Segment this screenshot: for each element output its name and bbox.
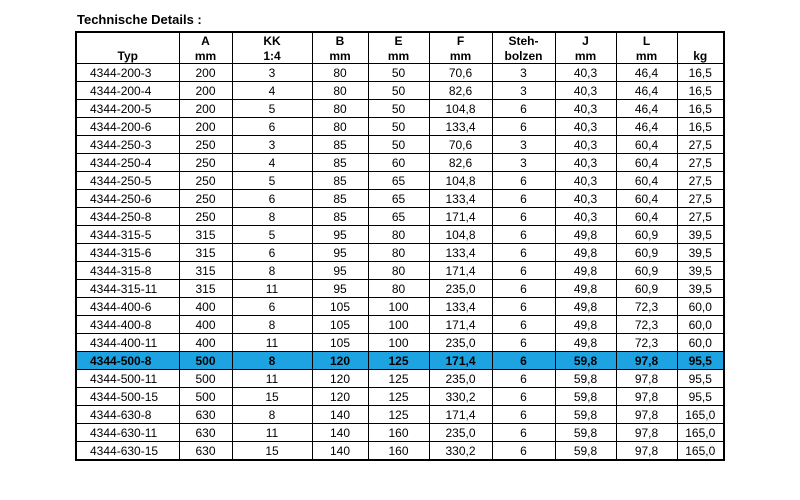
- cell-b: 120: [312, 388, 368, 406]
- table-row: [76, 298, 724, 316]
- cell-l: 97,8: [616, 370, 677, 388]
- cell-e: 80: [368, 244, 429, 262]
- cell-kg: 39,5: [677, 244, 724, 262]
- cell-typ: 4344-200-4: [76, 82, 179, 100]
- cell-a: 250: [179, 136, 232, 154]
- cell-l: 46,4: [616, 64, 677, 82]
- cell-l: 60,4: [616, 154, 677, 172]
- cell-l: 46,4: [616, 82, 677, 100]
- cell-b: 140: [312, 406, 368, 424]
- cell-l: 72,3: [616, 334, 677, 352]
- section-title: Technische Details :: [77, 12, 202, 27]
- cell-b: 105: [312, 298, 368, 316]
- table-header: [76, 32, 724, 64]
- cell-e: 80: [368, 262, 429, 280]
- header-f: F: [429, 32, 492, 48]
- header-l-unit: mm: [616, 48, 677, 64]
- table-row: [76, 406, 724, 424]
- cell-kk: 8: [232, 316, 312, 334]
- cell-kk: 6: [232, 298, 312, 316]
- cell-b: 95: [312, 244, 368, 262]
- cell-b: 85: [312, 136, 368, 154]
- table-row: [76, 370, 724, 388]
- cell-kg: 27,5: [677, 172, 724, 190]
- cell-e: 125: [368, 388, 429, 406]
- cell-f: 171,4: [429, 352, 492, 370]
- cell-typ: 4344-250-8: [76, 208, 179, 226]
- cell-typ: 4344-400-8: [76, 316, 179, 334]
- cell-typ: 4344-200-3: [76, 64, 179, 82]
- header-stehbolzen: bolzen: [492, 48, 555, 64]
- cell-e: 50: [368, 64, 429, 82]
- cell-kk: 8: [232, 208, 312, 226]
- cell-f: 82,6: [429, 154, 492, 172]
- cell-l: 60,9: [616, 262, 677, 280]
- cell-typ: 4344-315-6: [76, 244, 179, 262]
- cell-kk: 11: [232, 370, 312, 388]
- cell-typ: 4344-200-5: [76, 100, 179, 118]
- cell-e: 100: [368, 316, 429, 334]
- cell-l: 97,8: [616, 424, 677, 442]
- cell-j: 49,8: [555, 280, 616, 298]
- cell-e: 50: [368, 136, 429, 154]
- cell-kg: 16,5: [677, 118, 724, 136]
- table-row: [76, 226, 724, 244]
- cell-typ: 4344-200-6: [76, 118, 179, 136]
- cell-j: 40,3: [555, 136, 616, 154]
- cell-stehbolzen: 6: [492, 262, 555, 280]
- cell-e: 50: [368, 118, 429, 136]
- header-a-unit: mm: [179, 48, 232, 64]
- cell-e: 125: [368, 406, 429, 424]
- cell-a: 200: [179, 82, 232, 100]
- cell-j: 40,3: [555, 190, 616, 208]
- cell-kg: 60,0: [677, 316, 724, 334]
- header-e: E: [368, 32, 429, 48]
- cell-stehbolzen: 3: [492, 82, 555, 100]
- cell-f: 235,0: [429, 424, 492, 442]
- cell-kg: 16,5: [677, 82, 724, 100]
- cell-j: 40,3: [555, 208, 616, 226]
- cell-a: 500: [179, 352, 232, 370]
- cell-a: 630: [179, 406, 232, 424]
- cell-l: 97,8: [616, 442, 677, 461]
- cell-e: 160: [368, 424, 429, 442]
- cell-l: 46,4: [616, 100, 677, 118]
- cell-e: 50: [368, 82, 429, 100]
- table-row: [76, 172, 724, 190]
- cell-stehbolzen: 6: [492, 406, 555, 424]
- cell-f: 171,4: [429, 262, 492, 280]
- table-row: [76, 154, 724, 172]
- cell-a: 250: [179, 208, 232, 226]
- cell-stehbolzen: 6: [492, 100, 555, 118]
- cell-e: 125: [368, 370, 429, 388]
- cell-j: 49,8: [555, 298, 616, 316]
- cell-l: 97,8: [616, 406, 677, 424]
- cell-stehbolzen: 6: [492, 244, 555, 262]
- cell-b: 105: [312, 316, 368, 334]
- cell-stehbolzen: 6: [492, 208, 555, 226]
- cell-kg: 60,0: [677, 298, 724, 316]
- cell-j: 59,8: [555, 352, 616, 370]
- header-row-units: [76, 48, 724, 64]
- header-typ: Typ: [76, 48, 179, 64]
- cell-b: 95: [312, 262, 368, 280]
- table-row: [76, 100, 724, 118]
- cell-typ: 4344-315-8: [76, 262, 179, 280]
- cell-e: 60: [368, 154, 429, 172]
- cell-a: 400: [179, 316, 232, 334]
- cell-typ: 4344-315-11: [76, 280, 179, 298]
- cell-f: 133,4: [429, 118, 492, 136]
- cell-b: 85: [312, 208, 368, 226]
- cell-kk: 15: [232, 388, 312, 406]
- cell-l: 60,9: [616, 244, 677, 262]
- cell-stehbolzen: 6: [492, 316, 555, 334]
- cell-l: 60,4: [616, 208, 677, 226]
- cell-kk: 8: [232, 262, 312, 280]
- cell-j: 49,8: [555, 244, 616, 262]
- cell-e: 65: [368, 172, 429, 190]
- cell-j: 49,8: [555, 334, 616, 352]
- cell-f: 171,4: [429, 406, 492, 424]
- cell-a: 400: [179, 298, 232, 316]
- cell-b: 120: [312, 370, 368, 388]
- table-row: [76, 64, 724, 82]
- cell-e: 65: [368, 190, 429, 208]
- cell-kk: 3: [232, 64, 312, 82]
- cell-e: 160: [368, 442, 429, 461]
- cell-l: 60,9: [616, 226, 677, 244]
- cell-b: 140: [312, 442, 368, 461]
- table-row: [76, 334, 724, 352]
- header-kk-unit: 1:4: [232, 48, 312, 64]
- cell-kg: 16,5: [677, 100, 724, 118]
- cell-typ: 4344-250-5: [76, 172, 179, 190]
- cell-l: 72,3: [616, 298, 677, 316]
- cell-a: 315: [179, 262, 232, 280]
- cell-kg: 39,5: [677, 262, 724, 280]
- cell-f: 235,0: [429, 280, 492, 298]
- cell-e: 65: [368, 208, 429, 226]
- cell-f: 133,4: [429, 244, 492, 262]
- cell-kk: 6: [232, 190, 312, 208]
- cell-a: 200: [179, 64, 232, 82]
- cell-f: 104,8: [429, 226, 492, 244]
- header-f-unit: mm: [429, 48, 492, 64]
- cell-typ: 4344-500-8: [76, 352, 179, 370]
- cell-f: 104,8: [429, 172, 492, 190]
- cell-stehbolzen: 6: [492, 334, 555, 352]
- cell-j: 59,8: [555, 424, 616, 442]
- cell-kk: 11: [232, 424, 312, 442]
- cell-j: 40,3: [555, 172, 616, 190]
- cell-kg: 165,0: [677, 424, 724, 442]
- cell-a: 250: [179, 190, 232, 208]
- cell-f: 133,4: [429, 298, 492, 316]
- cell-kg: 27,5: [677, 190, 724, 208]
- cell-kk: 15: [232, 442, 312, 461]
- cell-b: 105: [312, 334, 368, 352]
- cell-kk: 5: [232, 172, 312, 190]
- cell-kg: 60,0: [677, 334, 724, 352]
- cell-typ: 4344-500-11: [76, 370, 179, 388]
- cell-e: 125: [368, 352, 429, 370]
- cell-f: 171,4: [429, 208, 492, 226]
- cell-typ: 4344-250-3: [76, 136, 179, 154]
- cell-b: 80: [312, 100, 368, 118]
- cell-j: 40,3: [555, 118, 616, 136]
- cell-stehbolzen: 6: [492, 370, 555, 388]
- cell-j: 49,8: [555, 226, 616, 244]
- table-row: [76, 262, 724, 280]
- table-row: [76, 82, 724, 100]
- cell-j: 40,3: [555, 100, 616, 118]
- cell-f: 104,8: [429, 100, 492, 118]
- header-row-top: [76, 32, 724, 48]
- header-e-unit: mm: [368, 48, 429, 64]
- cell-typ: 4344-400-6: [76, 298, 179, 316]
- cell-j: 40,3: [555, 154, 616, 172]
- cell-f: 70,6: [429, 64, 492, 82]
- cell-kk: 6: [232, 244, 312, 262]
- cell-j: 59,8: [555, 406, 616, 424]
- cell-a: 315: [179, 226, 232, 244]
- cell-b: 80: [312, 82, 368, 100]
- cell-b: 85: [312, 154, 368, 172]
- cell-kk: 4: [232, 154, 312, 172]
- cell-f: 82,6: [429, 82, 492, 100]
- cell-kg: 27,5: [677, 136, 724, 154]
- cell-kk: 5: [232, 100, 312, 118]
- cell-kk: 8: [232, 406, 312, 424]
- cell-kk: 4: [232, 82, 312, 100]
- cell-stehbolzen: 6: [492, 388, 555, 406]
- cell-kg: 95,5: [677, 352, 724, 370]
- cell-typ: 4344-630-15: [76, 442, 179, 461]
- cell-j: 59,8: [555, 388, 616, 406]
- header-stehbolzen-top: Steh-: [492, 32, 555, 48]
- cell-f: 171,4: [429, 316, 492, 334]
- cell-kg: 165,0: [677, 406, 724, 424]
- cell-e: 100: [368, 334, 429, 352]
- cell-b: 120: [312, 352, 368, 370]
- cell-kg: 165,0: [677, 442, 724, 461]
- cell-j: 40,3: [555, 64, 616, 82]
- cell-a: 500: [179, 370, 232, 388]
- cell-j: 40,3: [555, 82, 616, 100]
- cell-stehbolzen: 6: [492, 280, 555, 298]
- cell-typ: 4344-250-6: [76, 190, 179, 208]
- cell-typ: 4344-315-5: [76, 226, 179, 244]
- cell-stehbolzen: 6: [492, 118, 555, 136]
- header-b-unit: mm: [312, 48, 368, 64]
- cell-a: 630: [179, 424, 232, 442]
- table-row: [76, 136, 724, 154]
- cell-l: 97,8: [616, 352, 677, 370]
- cell-f: 70,6: [429, 136, 492, 154]
- table-row: [76, 424, 724, 442]
- cell-l: 60,9: [616, 280, 677, 298]
- cell-kg: 27,5: [677, 208, 724, 226]
- table-row: [76, 190, 724, 208]
- cell-a: 200: [179, 100, 232, 118]
- cell-j: 59,8: [555, 370, 616, 388]
- cell-l: 46,4: [616, 118, 677, 136]
- cell-stehbolzen: 6: [492, 352, 555, 370]
- cell-kk: 3: [232, 136, 312, 154]
- cell-a: 500: [179, 388, 232, 406]
- cell-stehbolzen: 6: [492, 424, 555, 442]
- cell-l: 60,4: [616, 190, 677, 208]
- cell-kg: 95,5: [677, 370, 724, 388]
- cell-j: 49,8: [555, 316, 616, 334]
- cell-stehbolzen: 6: [492, 442, 555, 461]
- cell-stehbolzen: 6: [492, 298, 555, 316]
- table-row: [76, 388, 724, 406]
- cell-kg: 39,5: [677, 226, 724, 244]
- table-row: [76, 316, 724, 334]
- cell-e: 100: [368, 298, 429, 316]
- cell-f: 330,2: [429, 388, 492, 406]
- cell-l: 72,3: [616, 316, 677, 334]
- cell-b: 80: [312, 64, 368, 82]
- cell-kk: 8: [232, 352, 312, 370]
- header-kk: KK: [232, 32, 312, 48]
- cell-stehbolzen: 3: [492, 136, 555, 154]
- cell-f: 330,2: [429, 442, 492, 461]
- cell-f: 235,0: [429, 334, 492, 352]
- header-l: L: [616, 32, 677, 48]
- cell-f: 235,0: [429, 370, 492, 388]
- cell-stehbolzen: 6: [492, 190, 555, 208]
- cell-typ: 4344-500-15: [76, 388, 179, 406]
- cell-a: 250: [179, 154, 232, 172]
- header-kg-top: [677, 32, 724, 48]
- cell-b: 140: [312, 424, 368, 442]
- cell-b: 95: [312, 280, 368, 298]
- cell-l: 60,4: [616, 172, 677, 190]
- cell-e: 80: [368, 280, 429, 298]
- cell-l: 60,4: [616, 136, 677, 154]
- cell-kk: 5: [232, 226, 312, 244]
- cell-stehbolzen: 3: [492, 64, 555, 82]
- cell-typ: 4344-250-4: [76, 154, 179, 172]
- technical-details-table: [75, 31, 725, 461]
- cell-j: 59,8: [555, 442, 616, 461]
- header-a: A: [179, 32, 232, 48]
- cell-a: 630: [179, 442, 232, 461]
- header-typ-top: [76, 32, 179, 48]
- cell-kg: 16,5: [677, 64, 724, 82]
- table-row: [76, 208, 724, 226]
- table-body: [76, 64, 724, 461]
- cell-e: 50: [368, 100, 429, 118]
- table-row: [76, 118, 724, 136]
- header-j: J: [555, 32, 616, 48]
- cell-kk: 11: [232, 280, 312, 298]
- cell-b: 80: [312, 118, 368, 136]
- header-kg: kg: [677, 48, 724, 64]
- header-j-unit: mm: [555, 48, 616, 64]
- cell-typ: 4344-400-11: [76, 334, 179, 352]
- cell-a: 200: [179, 118, 232, 136]
- cell-e: 80: [368, 226, 429, 244]
- cell-kk: 6: [232, 118, 312, 136]
- cell-f: 133,4: [429, 190, 492, 208]
- header-b: B: [312, 32, 368, 48]
- table-row: [76, 442, 724, 461]
- cell-stehbolzen: 3: [492, 154, 555, 172]
- cell-b: 85: [312, 172, 368, 190]
- cell-b: 85: [312, 190, 368, 208]
- cell-a: 315: [179, 244, 232, 262]
- cell-stehbolzen: 6: [492, 172, 555, 190]
- cell-typ: 4344-630-11: [76, 424, 179, 442]
- table-row-highlighted: [76, 352, 724, 370]
- cell-kk: 11: [232, 334, 312, 352]
- cell-kg: 27,5: [677, 154, 724, 172]
- table-row: [76, 280, 724, 298]
- table-row: [76, 244, 724, 262]
- cell-l: 97,8: [616, 388, 677, 406]
- cell-a: 400: [179, 334, 232, 352]
- cell-kg: 39,5: [677, 280, 724, 298]
- cell-typ: 4344-630-8: [76, 406, 179, 424]
- cell-a: 250: [179, 172, 232, 190]
- cell-stehbolzen: 6: [492, 226, 555, 244]
- cell-j: 49,8: [555, 262, 616, 280]
- cell-a: 315: [179, 280, 232, 298]
- cell-b: 95: [312, 226, 368, 244]
- cell-kg: 95,5: [677, 388, 724, 406]
